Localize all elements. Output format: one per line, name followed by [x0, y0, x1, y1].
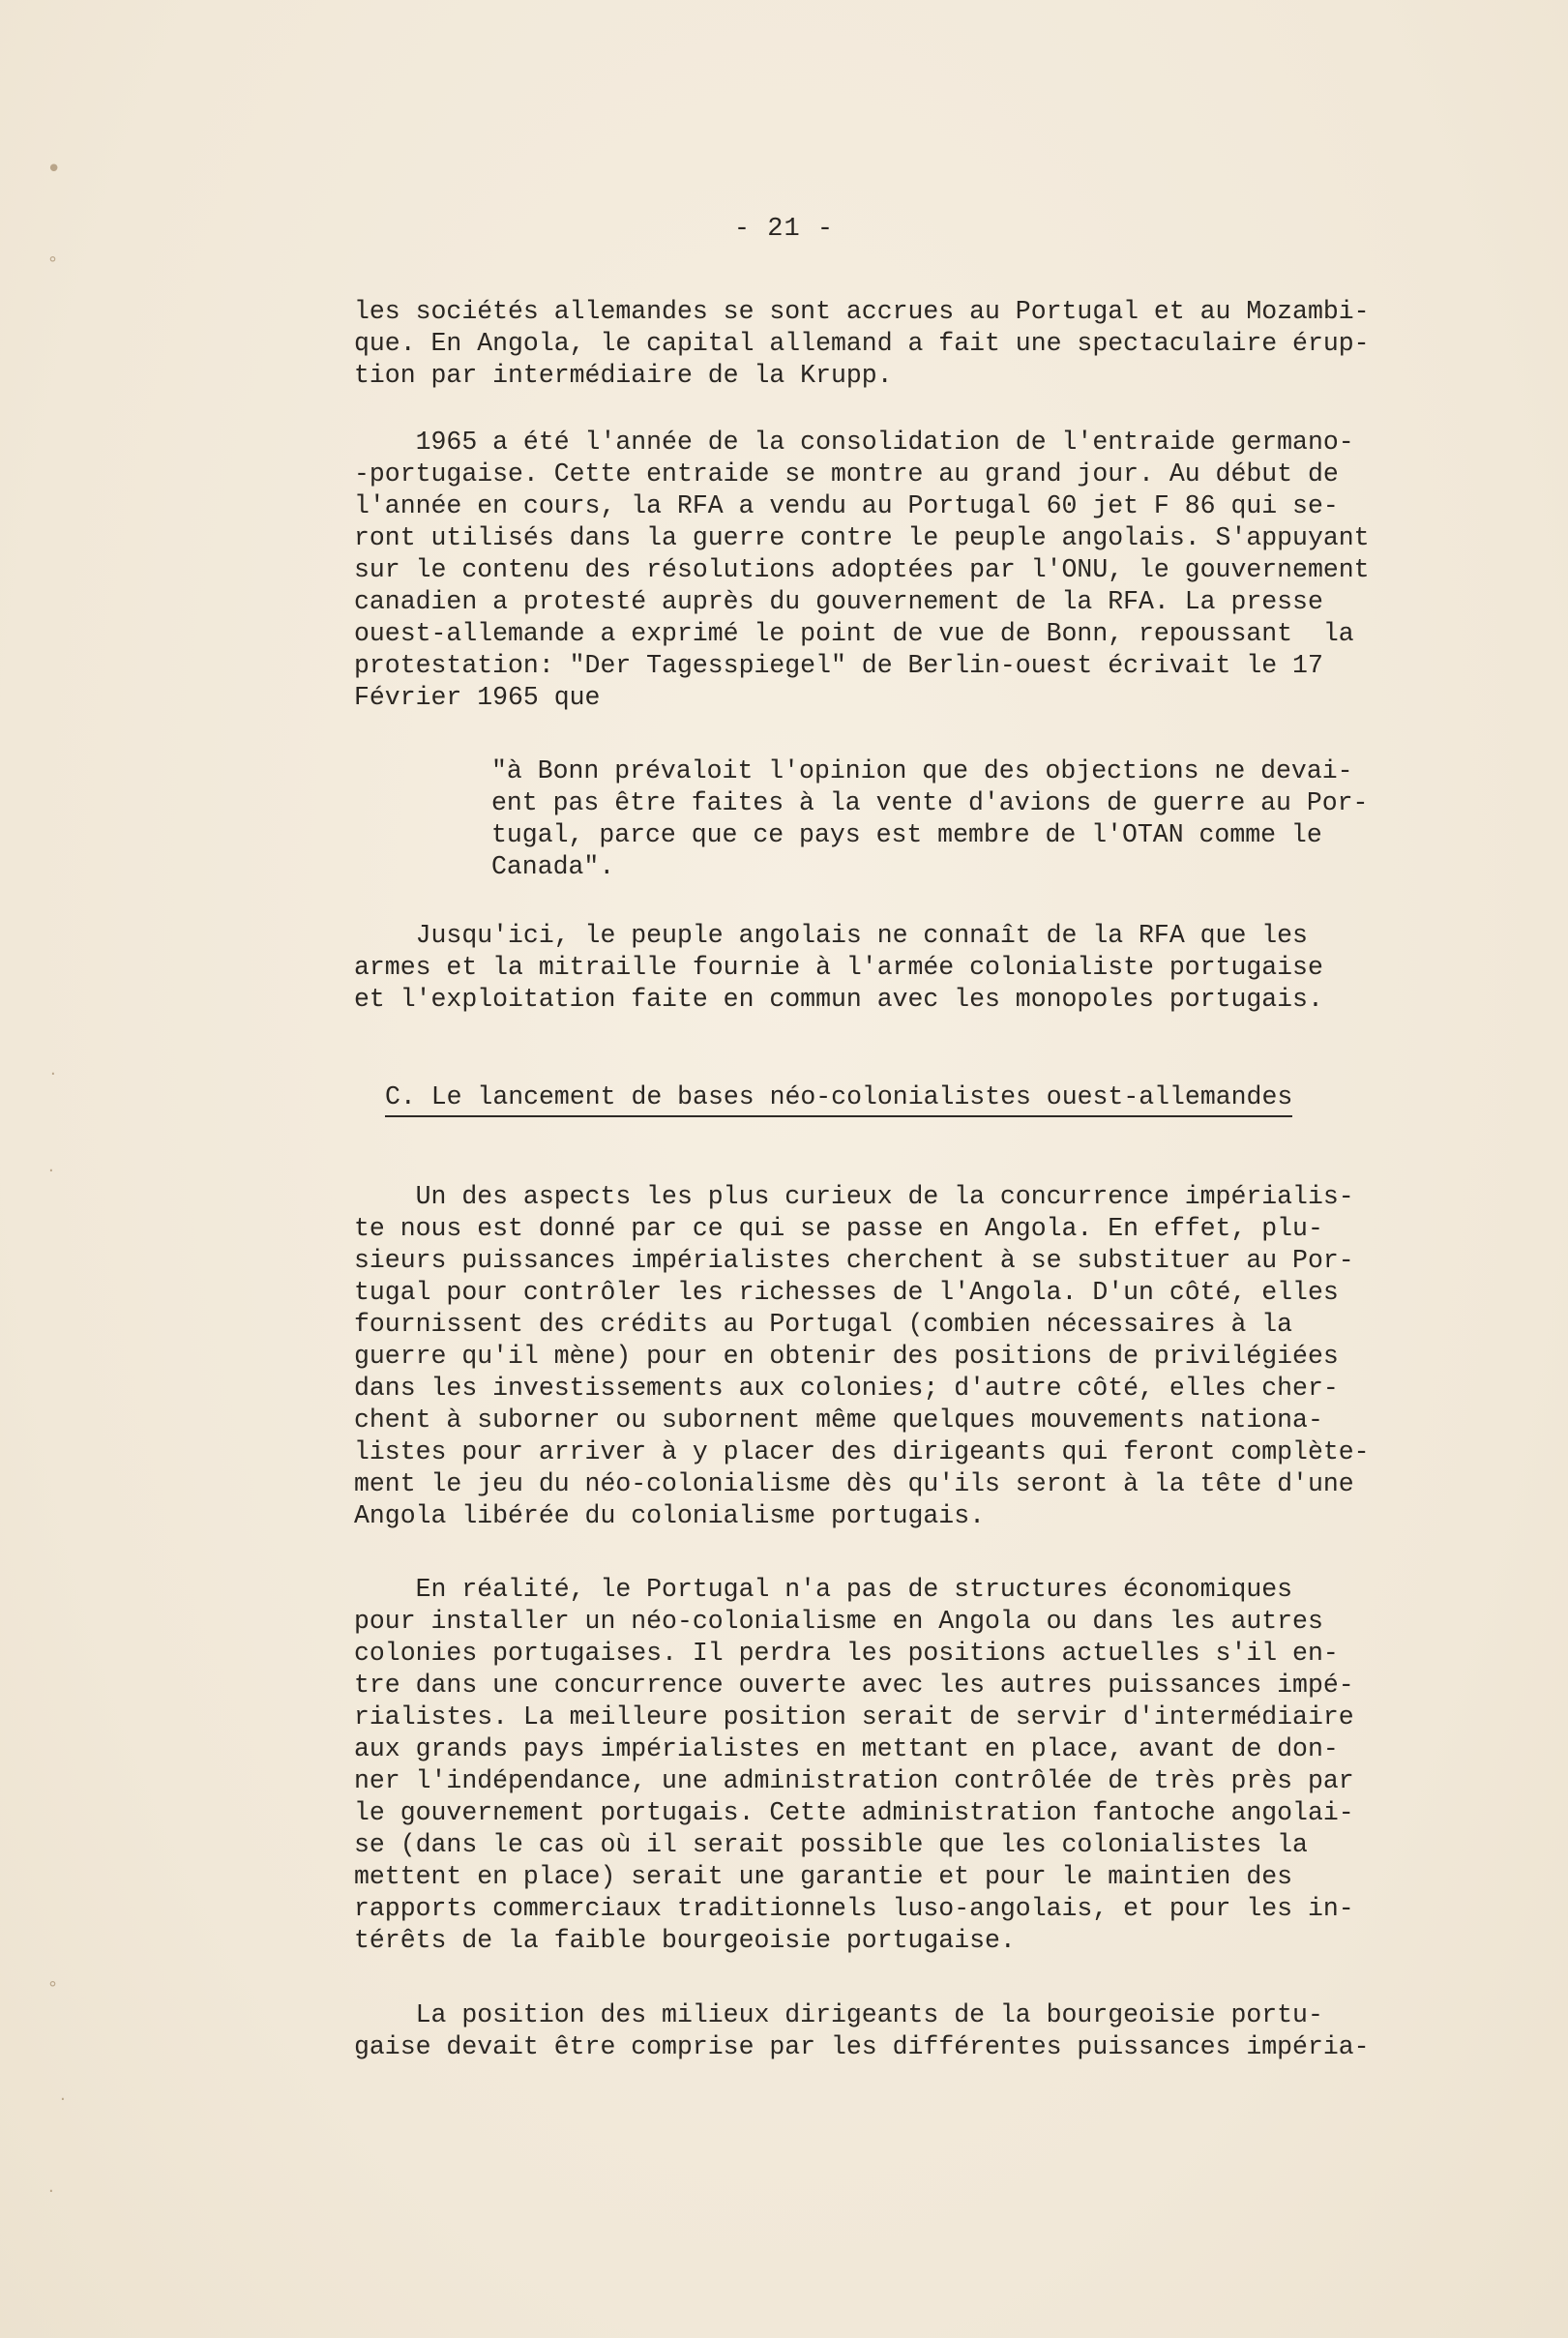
text-line: pour installer un néo-colonialisme en Angola ou dans les autres	[354, 1607, 1323, 1636]
text-line: Un des aspects les plus curieux de la concurrence impérialis-	[354, 1182, 1354, 1211]
text-line: se (dans le cas où il serait possible que les colonialistes la	[354, 1830, 1308, 1859]
text-line: sieurs puissances impérialistes cherchent à se substituer au Por-	[354, 1246, 1354, 1275]
text-line: ner l'indépendance, une administration contrôlée de très près par	[354, 1766, 1354, 1795]
text-line: ouest-allemande a exprimé le point de vue de Bonn, repoussant la	[354, 619, 1354, 648]
text-line: 1965 a été l'année de la consolidation de l'entraide germano-	[354, 428, 1354, 457]
text-line: et l'exploitation faite en commun avec les monopoles portugais.	[354, 985, 1323, 1014]
text-line: le gouvernement portugais. Cette administration fantoche angolai-	[354, 1798, 1354, 1827]
text-line: guerre qu'il mène) pour en obtenir des positions de privilégiées	[354, 1342, 1339, 1371]
text-line: dans les investissements aux colonies; d'autre côté, elles cher-	[354, 1374, 1339, 1403]
text-line: les sociétés allemandes se sont accrues au Portugal et au Mozambi-	[354, 297, 1370, 326]
text-line: chent à suborner ou subornent même quelques mouvements nationa-	[354, 1406, 1323, 1435]
margin-stain: ·	[60, 2089, 66, 2110]
text-line: -portugaise. Cette entraide se montre au grand jour. Au début de	[354, 459, 1339, 488]
text-line: tion par intermédiaire de la Krupp.	[354, 361, 893, 390]
text-line: te nous est donné par ce qui se passe en Angola. En effet, plu-	[354, 1214, 1323, 1243]
text-line: térêts de la faible bourgeoisie portugaise.	[354, 1926, 1016, 1955]
quote-line: "à Bonn prévaloit l'opinion que des objections ne devai-	[491, 756, 1353, 785]
margin-stain: ·	[48, 1161, 54, 1181]
text-line: La position des milieux dirigeants de la bourgeoisie portu-	[354, 2000, 1323, 2029]
text-line: Jusqu'ici, le peuple angolais ne connaît de la RFA que les	[354, 921, 1308, 950]
text-line: sur le contenu des résolutions adoptées par l'ONU, le gouvernement	[354, 555, 1370, 584]
text-line: En réalité, le Portugal n'a pas de structures économiques	[354, 1575, 1293, 1604]
text-line: Angola libérée du colonialisme portugais.	[354, 1501, 986, 1530]
margin-stain: °	[48, 253, 57, 274]
text-line: ment le jeu du néo-colonialisme dès qu'ils seront à la tête d'une	[354, 1469, 1354, 1498]
block-quote	[491, 755, 1459, 883]
quote-line: Canada".	[491, 852, 615, 881]
text-line: armes et la mitraille fournie à l'armée colonialiste portugaise	[354, 953, 1323, 982]
text-line: rapports commerciaux traditionnels luso-angolais, et pour les in-	[354, 1894, 1354, 1923]
margin-stain: °	[48, 1978, 57, 1998]
text-line: canadien a protesté auprès du gouvernement de la RFA. La presse	[354, 587, 1323, 616]
text-line: tre dans une concurrence ouverte avec les autres puissances impé-	[354, 1671, 1354, 1700]
margin-stain: ·	[50, 1064, 56, 1084]
text-line: aux grands pays impérialistes en mettant en place, avant de don-	[354, 1734, 1339, 1763]
paragraph-1	[354, 296, 1466, 392]
paragraph-3	[354, 920, 1466, 1016]
margin-stain: •	[46, 155, 62, 184]
margin-stain: ·	[48, 2181, 54, 2202]
paragraph-5	[354, 1574, 1466, 1957]
text-line: rialistes. La meilleure position serait de servir d'intermédiaire	[354, 1702, 1354, 1731]
text-line: protestation: "Der Tagesspiegel" de Berlin-ouest écrivait le 17	[354, 651, 1323, 680]
quote-line: tugal, parce que ce pays est membre de l'OTAN comme le	[491, 820, 1322, 849]
paragraph-6	[354, 1999, 1466, 2063]
text-line: Février 1965 que	[354, 683, 601, 712]
quote-line: ent pas être faites à la vente d'avions de guerre au Por-	[491, 788, 1369, 817]
text-line: l'année en cours, la RFA a vendu au Portugal 60 jet F 86 qui se-	[354, 491, 1339, 520]
text-line: gaise devait être comprise par les différentes puissances impéria-	[354, 2032, 1370, 2061]
text-line: que. En Angola, le capital allemand a fait une spectaculaire érup-	[354, 329, 1370, 358]
paragraph-4	[354, 1181, 1466, 1532]
section-heading: C. Le lancement de bases néo-colonialistes ouest-allemandes	[385, 1081, 1292, 1117]
paragraph-2	[354, 427, 1466, 714]
text-line: colonies portugaises. Il perdra les positions actuelles s'il en-	[354, 1639, 1339, 1668]
page-number: - 21 -	[733, 215, 835, 244]
text-line: fournissent des crédits au Portugal (combien nécessaires à la	[354, 1310, 1293, 1339]
text-line: mettent en place) serait une garantie et pour le maintien des	[354, 1862, 1293, 1891]
text-line: listes pour arriver à y placer des dirigeants qui feront complète-	[354, 1437, 1370, 1466]
text-line: tugal pour contrôler les richesses de l'Angola. D'un côté, elles	[354, 1278, 1339, 1307]
text-line: ront utilisés dans la guerre contre le peuple angolais. S'appuyant	[354, 523, 1370, 552]
